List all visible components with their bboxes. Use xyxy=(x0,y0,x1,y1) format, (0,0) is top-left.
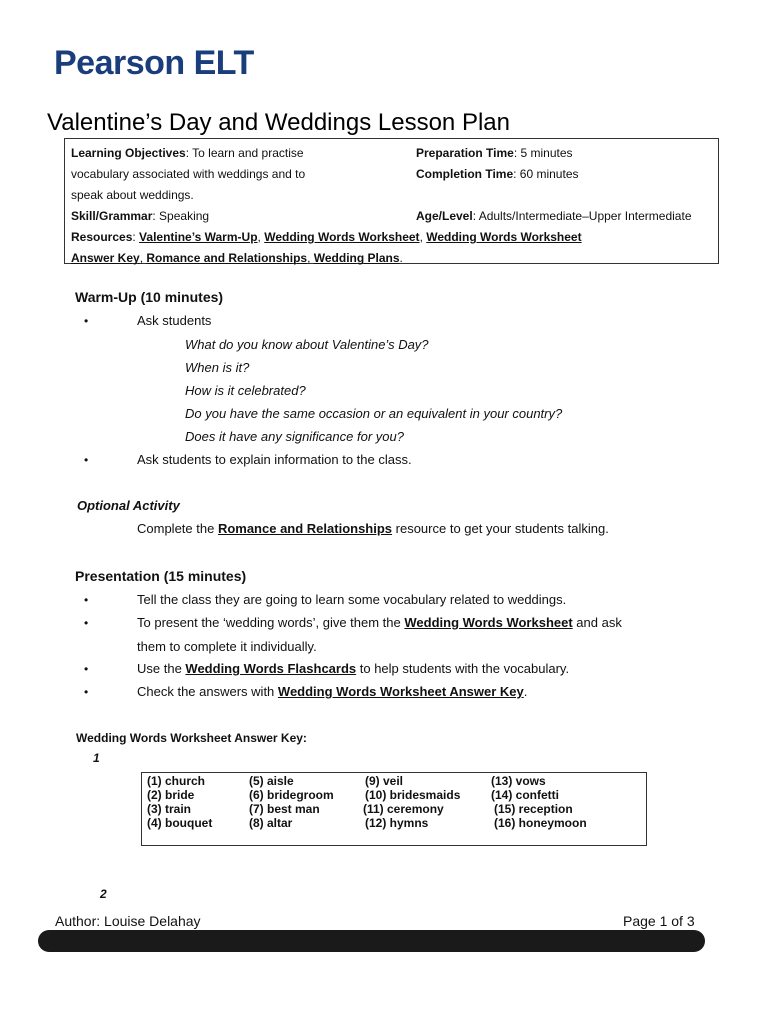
presentation-bullet-2 xyxy=(137,615,622,630)
answer-cell: (6) bridegroom xyxy=(249,788,334,802)
b4-post: . xyxy=(523,684,528,699)
warmup-question-4: Do you have the same occasion or an equivalent in your country? xyxy=(185,406,563,421)
answer-key-link[interactable]: Wedding Words Worksheet Answer Key xyxy=(277,684,524,699)
footer-page-number: Page 1 of 3 xyxy=(623,913,695,929)
lesson-info-box xyxy=(64,138,719,264)
prep-value: : 5 minutes xyxy=(513,146,573,160)
b4-pre: Check the answers with xyxy=(137,684,278,699)
b2-post: and ask xyxy=(572,615,622,630)
presentation-bullet-1: Tell the class they are going to learn some vocabulary related to weddings. xyxy=(137,592,567,607)
completion-value: : 60 minutes xyxy=(513,167,579,181)
resource-link-romance[interactable]: Romance and Relationships xyxy=(146,251,308,265)
b3-post: to help students with the vocabulary. xyxy=(356,661,570,676)
objectives-line-1 xyxy=(71,146,304,160)
optional-post: resource to get your students talking. xyxy=(392,521,609,536)
resource-link-answer-key[interactable]: Wedding Words Worksheet xyxy=(426,230,582,244)
presentation-bullet-3 xyxy=(137,661,569,676)
completion-label: Completion Time xyxy=(416,167,514,181)
objectives-text: : To learn and practise xyxy=(185,146,304,160)
skill-value: : Speaking xyxy=(152,209,210,223)
b3-pre: Use the xyxy=(137,661,186,676)
presentation-bullet-4 xyxy=(137,684,527,699)
answer-cell: (5) aisle xyxy=(249,774,294,788)
prep-time xyxy=(416,146,573,160)
pearson-logo: Pearson ELT xyxy=(54,44,254,82)
resources-label: Resources xyxy=(71,230,133,244)
presentation-heading: Presentation (15 minutes) xyxy=(75,568,247,584)
optional-heading: Optional Activity xyxy=(77,498,180,513)
page-title: Valentine’s Day and Weddings Lesson Plan xyxy=(47,109,510,136)
answer-cell: (16) honeymoon xyxy=(494,816,587,830)
warmup-question-3: How is it celebrated? xyxy=(185,383,306,398)
answer-cell: (7) best man xyxy=(249,802,320,816)
optional-text xyxy=(137,521,609,536)
answer-cell: (15) reception xyxy=(494,802,573,816)
objectives-line-3: speak about weddings. xyxy=(71,188,194,202)
bullet: • xyxy=(84,314,89,328)
bullet: • xyxy=(84,593,89,607)
answer-cell: (14) confetti xyxy=(491,788,560,802)
worksheet-link[interactable]: Wedding Words Worksheet xyxy=(404,615,573,630)
answer-key-heading: Wedding Words Worksheet Answer Key: xyxy=(76,731,307,745)
warmup-question-2: When is it? xyxy=(185,360,250,375)
skill-grammar xyxy=(71,209,209,223)
resource-link-wedding-plans[interactable]: Wedding Plans xyxy=(313,251,400,265)
bullet: • xyxy=(84,616,89,630)
bullet: • xyxy=(84,453,89,467)
answer-cell: (10) bridesmaids xyxy=(365,788,461,802)
answer-cell: (8) altar xyxy=(249,816,293,830)
answer-cell: (13) vows xyxy=(491,774,546,788)
age-value: : Adults/Intermediate–Upper Intermediate xyxy=(472,209,692,223)
resource-link-answer-key-cont[interactable]: Answer Key xyxy=(71,251,140,265)
b2-pre: To present the ‘wedding words’, give them the xyxy=(137,615,405,630)
resources-line-1: Resources: Valentine’s Warm-Up, Wedding Words Worksheet, Wedding Words Worksheet xyxy=(71,230,582,244)
bullet: • xyxy=(84,685,89,699)
age-label: Age/Level xyxy=(416,209,473,223)
resource-link-warm-up[interactable]: Valentine’s Warm-Up xyxy=(139,230,258,244)
skill-label: Skill/Grammar xyxy=(71,209,153,223)
footer-bar xyxy=(38,930,705,952)
resources-sep: : xyxy=(132,230,140,244)
prep-label: Preparation Time xyxy=(416,146,514,160)
answer-cell: (1) church xyxy=(147,774,206,788)
warmup-question-1: What do you know about Valentine’s Day? xyxy=(185,337,429,352)
romance-link[interactable]: Romance and Relationships xyxy=(217,521,393,536)
answer-cell: (3) train xyxy=(147,802,192,816)
answer-cell: (12) hymns xyxy=(365,816,429,830)
exercise-number-2: 2 xyxy=(100,887,107,901)
resources-line-2: Answer Key, Romance and Relationships, Wedding Plans. xyxy=(71,251,403,265)
completion-time xyxy=(416,167,579,181)
bullet: • xyxy=(84,662,89,676)
answer-cell: (4) bouquet xyxy=(147,816,213,830)
answer-cell: (2) bride xyxy=(147,788,195,802)
warmup-heading: Warm-Up (10 minutes) xyxy=(75,289,224,305)
warmup-bullet-2: Ask students to explain information to the class. xyxy=(137,452,412,467)
answer-cell: (11) ceremony xyxy=(363,802,444,816)
age-level xyxy=(416,209,692,223)
footer-author: Author: Louise Delahay xyxy=(55,913,201,929)
warmup-question-5: Does it have any significance for you? xyxy=(185,429,404,444)
answer-cell: (9) veil xyxy=(365,774,404,788)
flashcards-link[interactable]: Wedding Words Flashcards xyxy=(185,661,357,676)
presentation-bullet-2-cont: them to complete it individually. xyxy=(137,639,317,654)
objectives-line-2: vocabulary associated with weddings and to xyxy=(71,167,306,181)
answer-table xyxy=(141,772,647,846)
objectives-label: Learning Objectives xyxy=(71,146,186,160)
optional-pre: Complete the xyxy=(137,521,218,536)
exercise-number-1: 1 xyxy=(93,751,100,765)
warmup-bullet-1: Ask students xyxy=(137,313,212,328)
resource-link-worksheet[interactable]: Wedding Words Worksheet xyxy=(264,230,420,244)
